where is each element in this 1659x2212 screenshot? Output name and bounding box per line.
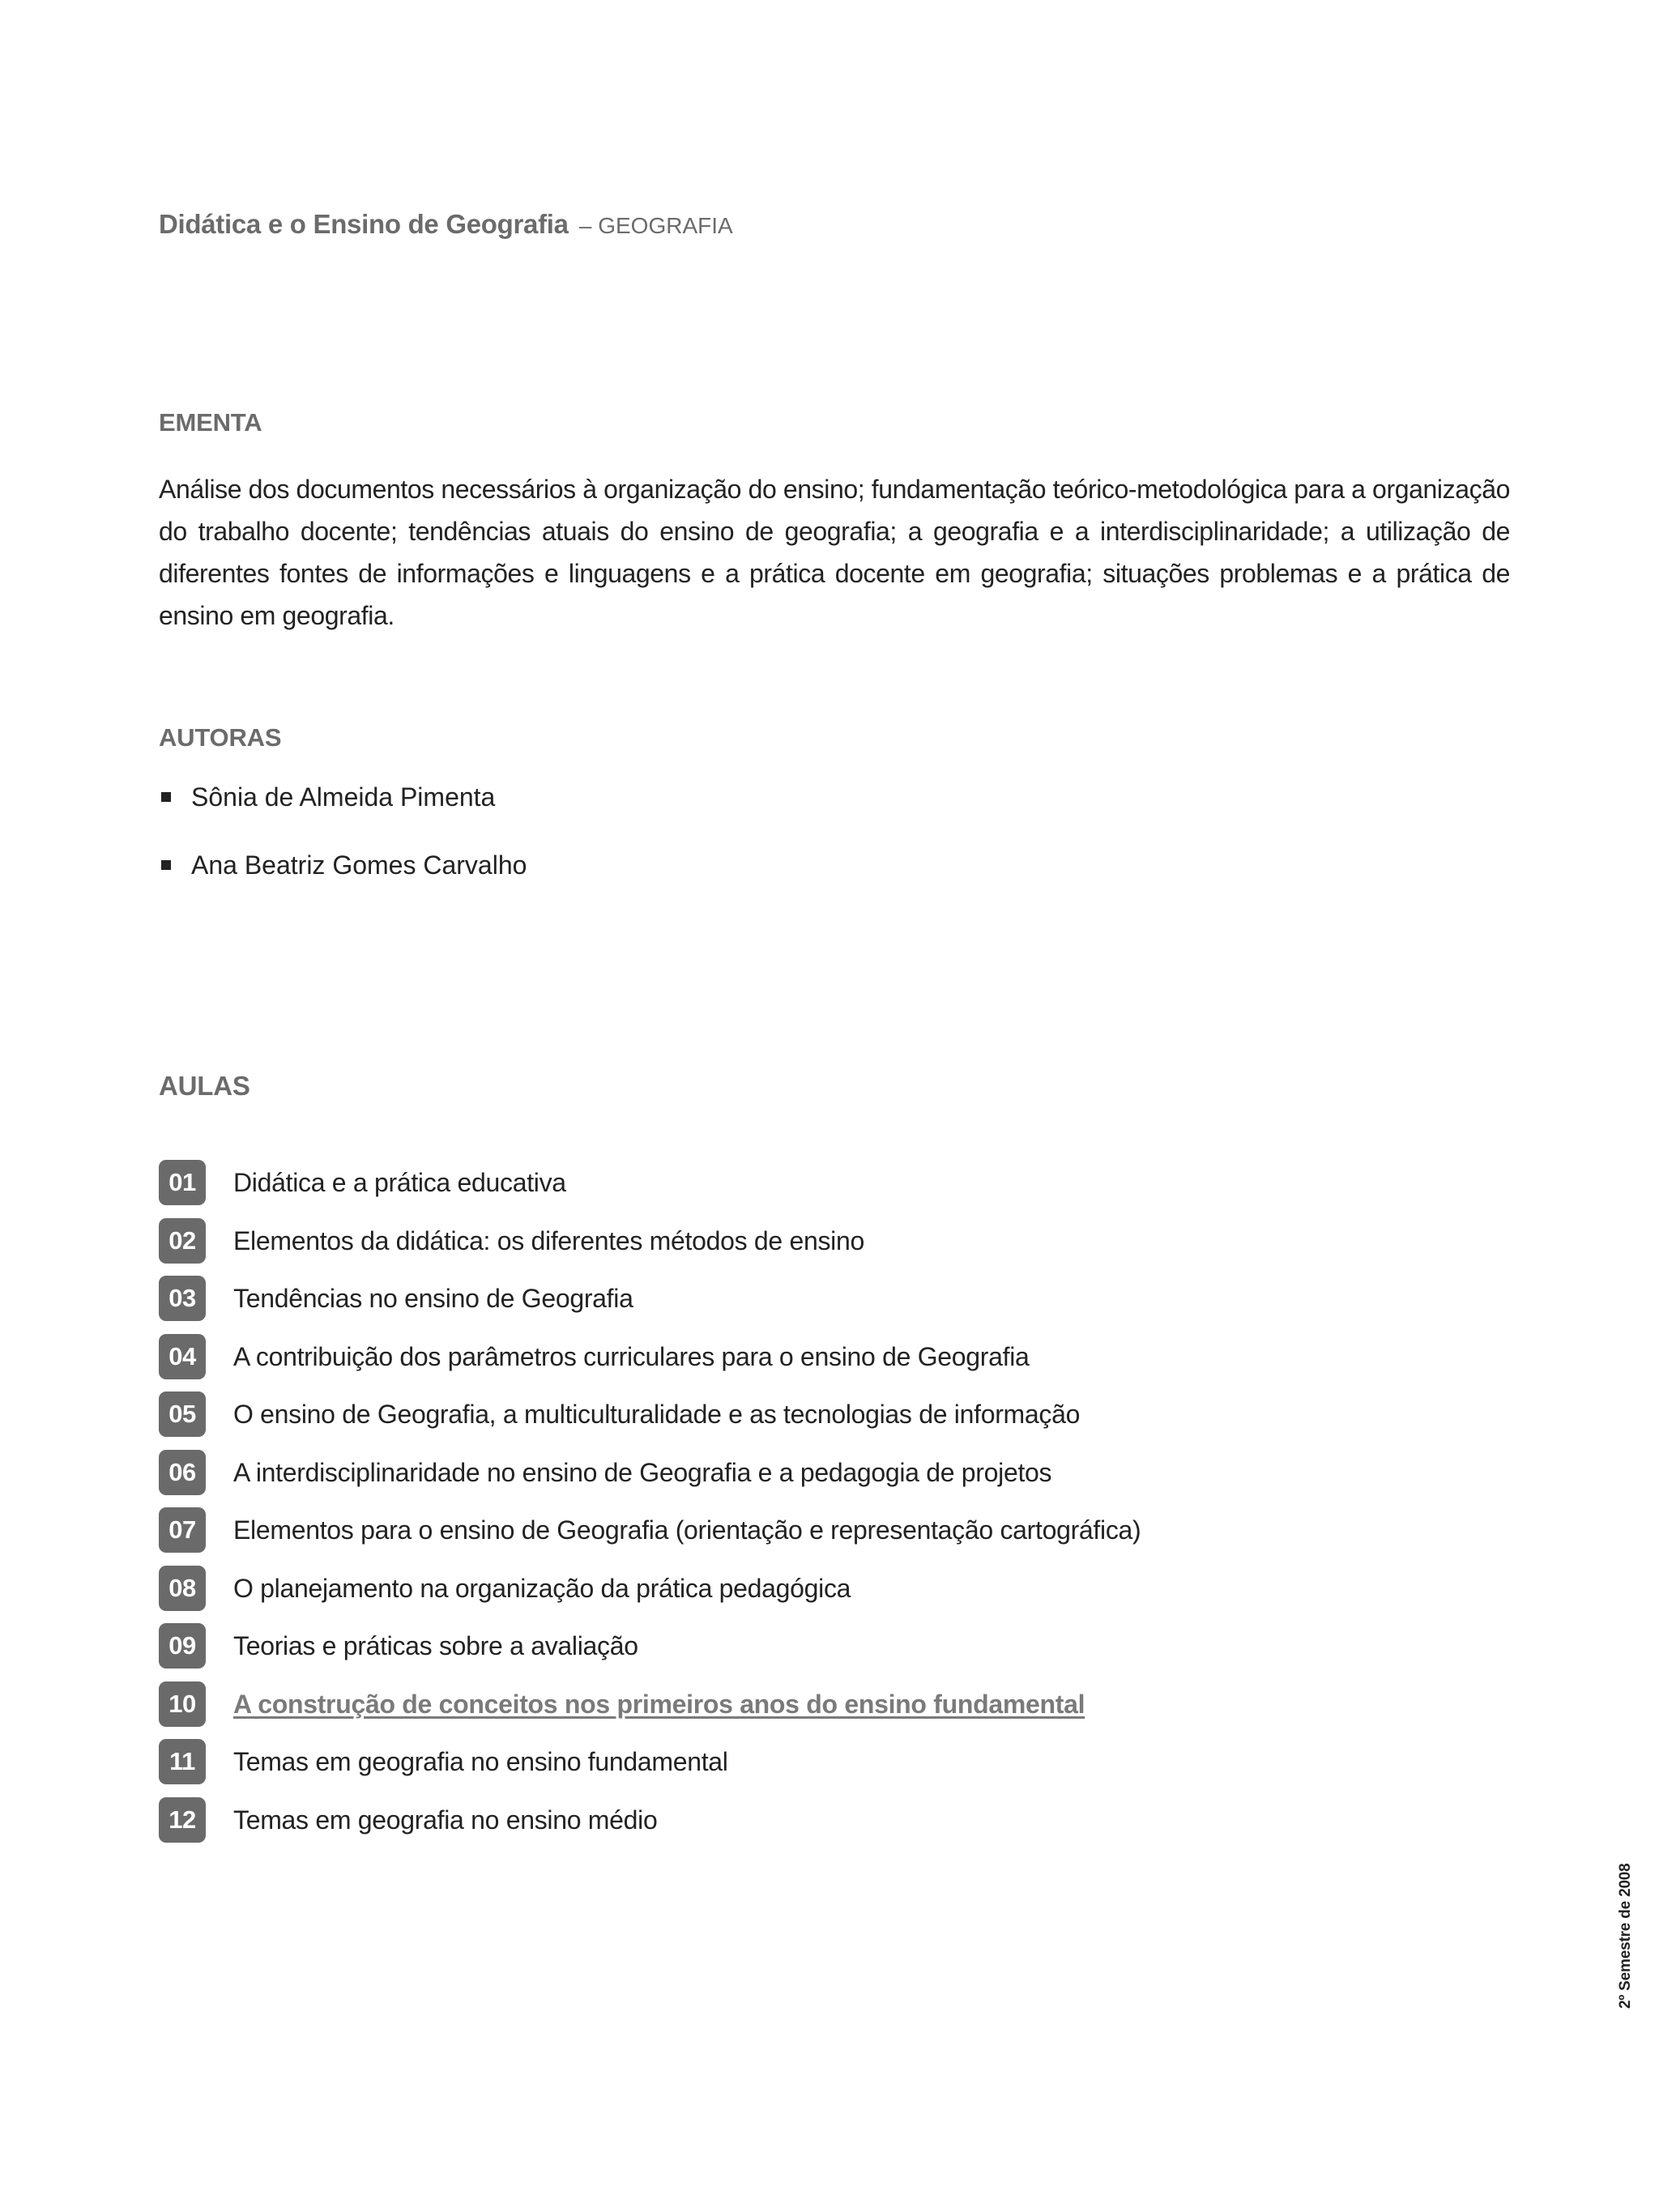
- lesson-number-badge: 09: [159, 1623, 206, 1669]
- lessons-list: [159, 1160, 1510, 1855]
- lesson-number-badge: 04: [159, 1334, 206, 1379]
- lesson-title: Elementos para o ensino de Geografia (orientação e representação cartográfica): [233, 1515, 1141, 1545]
- lesson-item: [159, 1450, 1510, 1508]
- authors-list: [159, 779, 1510, 915]
- lesson-title: A interdisciplinaridade no ensino de Geografia e a pedagogia de projetos: [233, 1457, 1052, 1487]
- aulas-heading: AULAS: [159, 1071, 250, 1101]
- square-bullet-icon: [161, 860, 171, 870]
- ementa-heading: EMENTA: [159, 408, 262, 437]
- lesson-item: [159, 1507, 1510, 1566]
- lesson-number-badge: 05: [159, 1392, 206, 1437]
- lesson-item: [159, 1681, 1510, 1740]
- document-title: [159, 209, 1510, 240]
- author-item: [159, 779, 1510, 847]
- lesson-number-badge: 11: [159, 1739, 206, 1784]
- lesson-number-badge: 12: [159, 1797, 206, 1843]
- lesson-item: [159, 1797, 1510, 1856]
- lesson-item: [159, 1276, 1510, 1334]
- lesson-item: [159, 1218, 1510, 1276]
- lesson-title: Elementos da didática: os diferentes métodos de ensino: [233, 1225, 864, 1255]
- course-subtitle: – GEOGRAFIA: [578, 213, 733, 238]
- lesson-title: Temas em geografia no ensino médio: [233, 1805, 658, 1835]
- ementa-text: Análise dos documentos necessários à organização do ensino; fundamentação teórico-metodológica para a organização do trabalho docente; tendências atuais do ensino de geografia; a geografia e a interdisciplinaridade; a utilização de diferentes fontes de informações e linguagens e a prática docente em geografia; situações problemas e a prática de ensino em geografia.: [159, 475, 1510, 630]
- author-name: Ana Beatriz Gomes Carvalho: [191, 850, 527, 880]
- lesson-number-badge: 01: [159, 1160, 206, 1205]
- lesson-title-link[interactable]: A construção de conceitos nos primeiros anos do ensino fundamental: [233, 1689, 1085, 1719]
- lesson-item: [159, 1160, 1510, 1218]
- lesson-item: [159, 1566, 1510, 1624]
- lesson-title: O ensino de Geografia, a multiculturalidade e as tecnologias de informação: [233, 1400, 1081, 1429]
- lesson-number-badge: 08: [159, 1566, 206, 1611]
- autoras-heading: AUTORAS: [159, 723, 282, 752]
- author-item: [159, 847, 1510, 915]
- lesson-item: [159, 1334, 1510, 1392]
- lesson-item: [159, 1392, 1510, 1450]
- lesson-number-badge: 10: [159, 1681, 206, 1727]
- lesson-item: [159, 1623, 1510, 1681]
- semester-note: 2º Semestre de 2008: [1617, 1863, 1634, 2009]
- lesson-number-badge: 07: [159, 1507, 206, 1553]
- lesson-number-badge: 02: [159, 1218, 206, 1264]
- lesson-title: Temas em geografia no ensino fundamental: [233, 1747, 728, 1776]
- lesson-item: [159, 1739, 1510, 1797]
- lesson-title: Teorias e práticas sobre a avaliação: [233, 1631, 638, 1660]
- lesson-number-badge: 06: [159, 1450, 206, 1495]
- square-bullet-icon: [161, 792, 171, 802]
- lesson-number-badge: 03: [159, 1276, 206, 1321]
- course-title: Didática e o Ensino de Geografia: [159, 209, 569, 239]
- author-name: Sônia de Almeida Pimenta: [191, 782, 496, 812]
- lesson-title: Tendências no ensino de Geografia: [233, 1284, 633, 1313]
- lesson-title: Didática e a prática educativa: [233, 1168, 566, 1197]
- lesson-title: O planejamento na organização da prática pedagógica: [233, 1573, 851, 1603]
- lesson-title: A contribuição dos parâmetros curriculares para o ensino de Geografia: [233, 1341, 1030, 1371]
